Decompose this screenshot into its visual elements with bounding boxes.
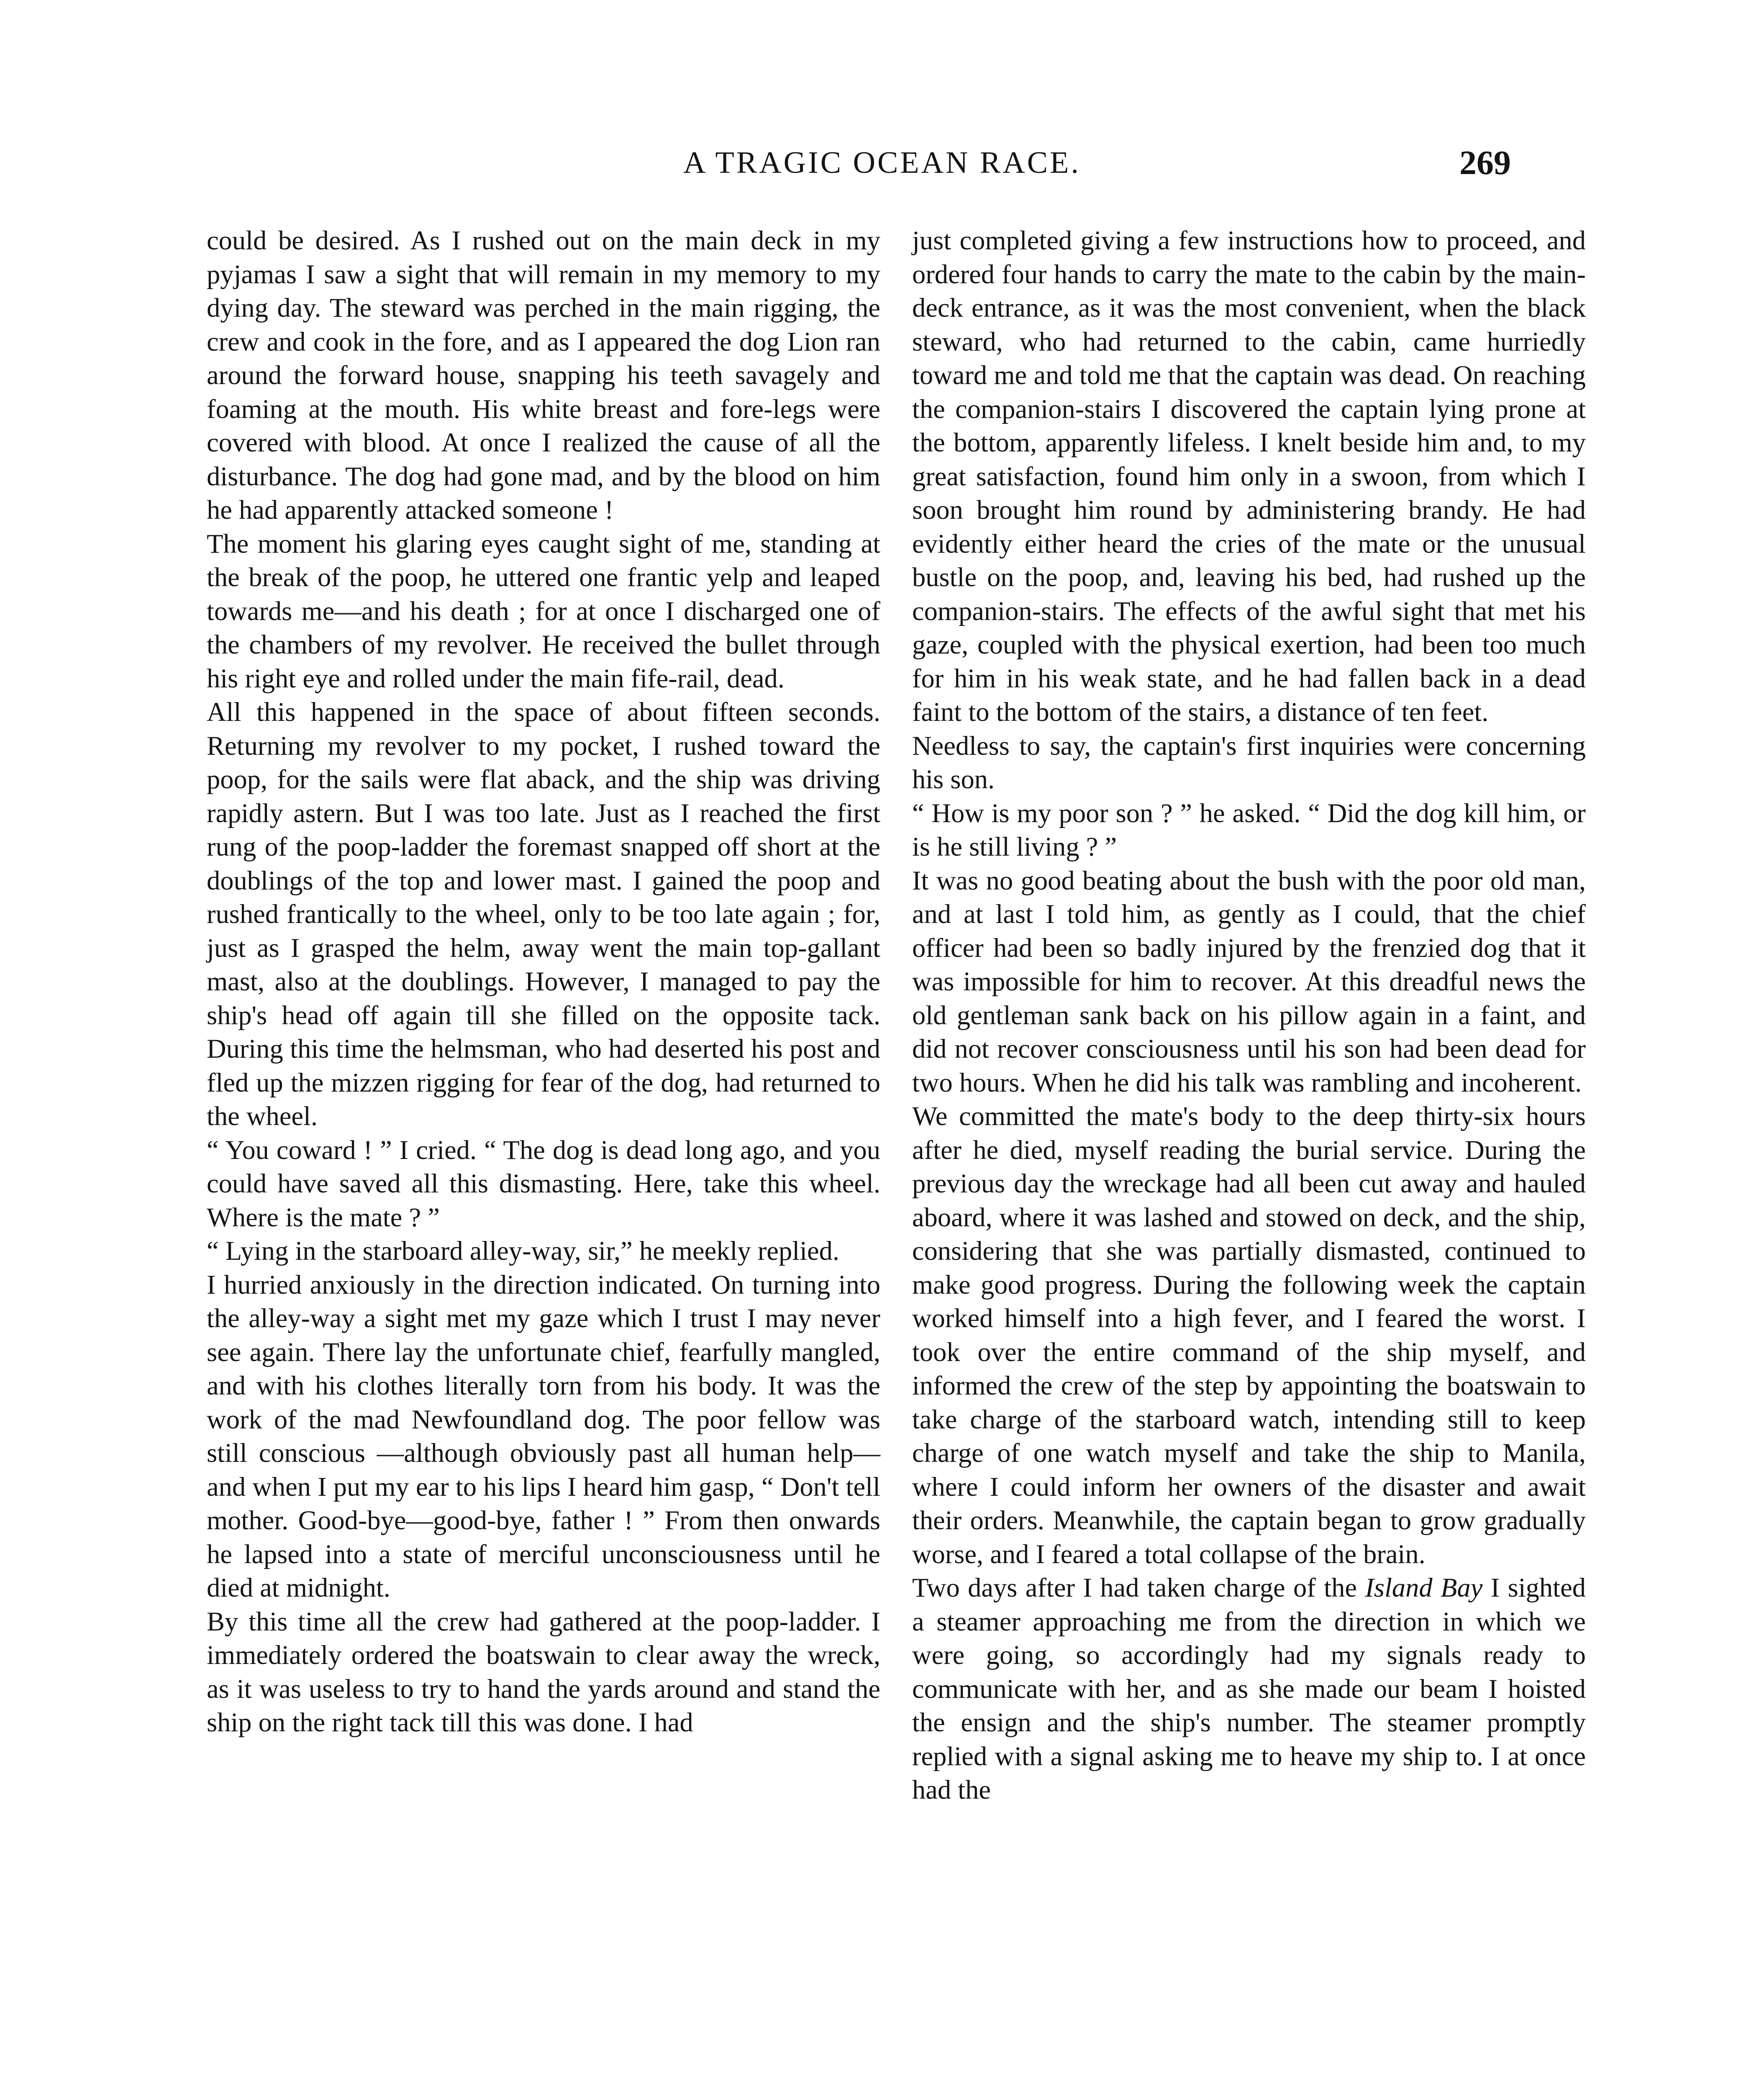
paragraph: “ How is my poor son ? ” he asked. “ Did the dog kill him, or is he still living ? ” [912,798,1586,861]
paragraph: By this time all the crew had gathered at the poop-ladder. I immediately ordered the boatswain to clear away the wreck, as it was useless to try to hand the yards around and stand the ship on the right tack till this was done. I had [207,1606,880,1737]
paragraph: Needless to say, the captain's first inquiries were concerning his son. [912,731,1586,794]
paragraph: It was no good beating about the bush with the poor old man, and at last I told him, as gently as I could, that the chief officer had been so badly injured by the frenzied dog that it was impossible for him to recover. At this dreadful news the old gentleman sank back on his pillow again in a faint, and did not recover consciousness until his son had been dead for two hours. When he did his talk was rambling and incoherent. [912,865,1586,1097]
paragraph: could be desired. As I rushed out on the main deck in my pyjamas I saw a sight that will remain in my memory to my dying day. The steward was perched in the main rigging, the crew and cook in the fore, and as I appeared the dog Lion ran around the forward house, snapping his teeth savagely and foaming at the mouth. His white breast and fore-legs were covered with blood. At once I realized the cause of all the disturbance. The dog had gone mad, and by the blood on him he had apparently attacked someone ! [207,226,880,525]
page-number: 269 [1459,144,1511,182]
right-column [912,224,1586,1807]
running-title: A TRAGIC OCEAN RACE. [683,146,1081,180]
paragraph-text: Two days after I had taken charge of the [912,1573,1357,1602]
paragraph-text: I sighted a steamer approaching me from the direction in which we were going, so accordingly had my signals ready to communicate with her, and as she made our beam I hoisted the ensign and the ship's number. The steamer promptly replied with a signal asking me to heave my ship to. I at once had the [912,1573,1586,1805]
paragraph: I hurried anxiously in the direction indicated. On turning into the alley-way a sight met my gaze which I trust I may never see again. There lay the unfortunate chief, fearfully mangled, and with his clothes literally torn from his body. It was the work of the mad Newfoundland dog. The poor fellow was still conscious —although obviously past all human help—and when I put my ear to his lips I heard him gasp, “ Don't tell mother. Good-bye—good-bye, father ! ” From then onwards he lapsed into a state of merciful unconsciousness until he died at midnight. [207,1269,880,1602]
paragraph [912,1571,1586,1807]
ship-name: Island Bay [1365,1573,1483,1602]
paragraph: “ You coward ! ” I cried. “ The dog is dead long ago, and you could have saved all this dismasting. Here, take this wheel. Where is the mate ? ” [207,1135,880,1232]
paragraph: just completed giving a few instructions how to proceed, and ordered four hands to carry the mate to the cabin by the main-deck entrance, as it was the most convenient, when the black steward, who had returned to the cabin, came hurriedly toward me and told me that the captain was dead. On reaching the companion-stairs I discovered the captain lying prone at the bottom, apparently lifeless. I knelt beside him and, to my great satisfaction, found him only in a swoon, from which I soon brought him round by administering brandy. He had evidently either heard the cries of the mate or the unusual bustle on the poop, and, leaving his bed, had rushed up the companion-stairs. The effects of the awful sight that met his gaze, coupled with the physical exertion, had been too much for him in his weak state, and he had fallen back in a dead faint to the bottom of the stairs, a distance of ten feet. [912,226,1586,727]
paragraph: “ Lying in the starboard alley-way, sir,” he meekly replied. [207,1236,840,1266]
paragraph: The moment his glaring eyes caught sight of me, standing at the break of the poop, he uttered one frantic yelp and leaped towards me—and his death ; for at once I discharged one of the chambers of my revolver. He received the bullet through his right eye and rolled under the main fife-rail, dead. [207,528,880,693]
paragraph: All this happened in the space of about fifteen seconds. Returning my revolver to my pocket, I rushed toward the poop, for the sails were flat aback, and the ship was driving rapidly astern. But I was too late. Just as I reached the first rung of the poop-ladder the foremast snapped off short at the doublings of the top and lower mast. I gained the poop and rushed frantically to the wheel, only to be too late again ; for, just as I grasped the helm, away went the main top-gallant mast, also at the doublings. However, I managed to pay the ship's head off again till she filled on the opposite tack. During this time the helmsman, who had deserted his post and fled up the mizzen rigging for fear of the dog, had returned to the wheel. [207,697,880,1131]
left-column [207,224,880,1740]
paragraph: We committed the mate's body to the deep thirty-six hours after he died, myself reading the burial service. During the previous day the wreckage had all been cut away and hauled aboard, where it was lashed and stowed on deck, and the ship, considering that she was partially dismasted, continued to make good progress. During the following week the captain worked himself into a high fever, and I feared the worst. I took over the entire command of the ship myself, and informed the crew of the step by appointing the boatswain to take charge of the starboard watch, intending still to keep charge of one watch myself and take the ship to Manila, where I could inform her owners of the disaster and await their orders. Meanwhile, the captain began to grow gradually worse, and I feared a total collapse of the brain. [912,1101,1586,1569]
